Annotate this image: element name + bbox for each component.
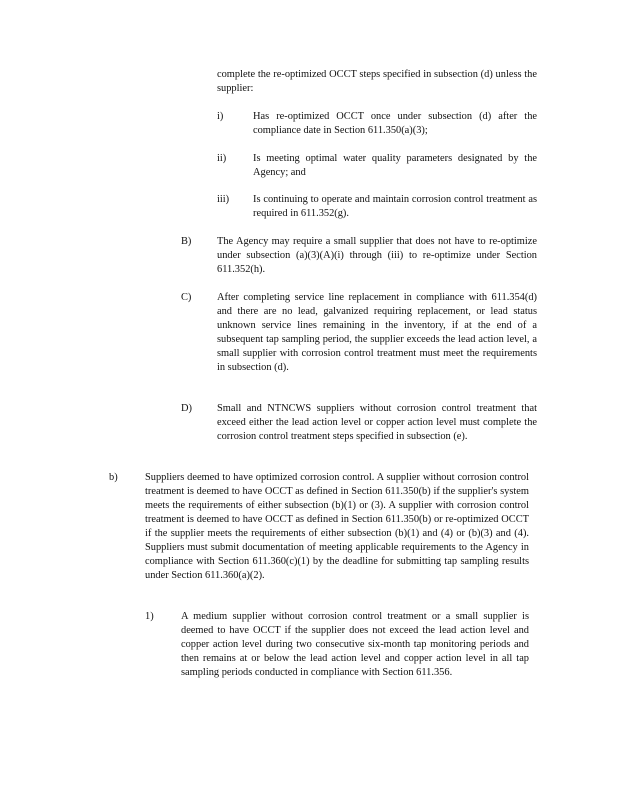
item-label-B: B) bbox=[181, 236, 192, 247]
item-text-D: Small and NTNCWS suppliers without corrosion control treatment that exceed either the lead action level or copper action level must complete the corrosion control treatment steps specified in subsection (e). bbox=[217, 403, 537, 442]
item-text-i: Has re-optimized OCCT once under subsection (d) after the compliance date in Section 611.350(a)(3); bbox=[253, 111, 537, 136]
item-label-iii: iii) bbox=[217, 194, 230, 205]
item-text-1: A medium supplier without corrosion control treatment or a small supplier is deemed to have OCCT if the supplier does not exceed the lead action level and copper action level during two consecutive six-month tap monitoring periods and then remains at or below the lead action level and copper action level in all tap sampling periods conducted in compliance with Section 611.356. bbox=[181, 611, 529, 678]
item-text-ii: Is meeting optimal water quality parameters designated by the Agency; and bbox=[253, 153, 537, 178]
item-label-C: C) bbox=[181, 292, 192, 303]
item-label-ii: ii) bbox=[217, 153, 227, 164]
item-label-1: 1) bbox=[145, 611, 154, 622]
item-text-C: After completing service line replacement in compliance with 611.354(d) and there are no lead, galvanized requiring replacement, or lead status unknown service lines remaining in the inventory, if at the end of a subsequent tap sampling period, the supplier exceeds the lead action level, a small supplier with corrosion control treatment must meet the requirements in subsection (d). bbox=[217, 292, 537, 373]
item-label-D: D) bbox=[181, 403, 192, 414]
section-label-b: b) bbox=[109, 472, 118, 483]
item-text-iii: Is continuing to operate and maintain corrosion control treatment as required in 611.352(g). bbox=[253, 194, 537, 219]
intro-paragraph: complete the re-optimized OCCT steps specified in subsection (d) unless the supplier: bbox=[217, 69, 537, 94]
item-text-B: The Agency may require a small supplier that does not have to re-optimize under subsection (a)(3)(A)(i) through (iii) to re-optimize under Section 611.352(h). bbox=[217, 236, 537, 275]
item-label-i: i) bbox=[217, 111, 224, 122]
section-text-b: Suppliers deemed to have optimized corrosion control. A supplier without corrosion control treatment is deemed to have OCCT as defined in Section 611.350(b) if the supplier's system meets the requirements of either subsection (b)(1) or (3). A supplier with corrosion control treatment is deemed to have OCCT as defined in Section 611.350(b) or re-optimized OCCT if the supplier meets the requirements of either subsection (b)(1) and (4) or (b)(3) and (4). Suppliers must submit documentation of meeting applicable requirements to the Agency in compliance with Section 611.360(c)(1) by the deadline for submitting tap sampling results under Section 611.360(a)(2). bbox=[145, 472, 529, 581]
